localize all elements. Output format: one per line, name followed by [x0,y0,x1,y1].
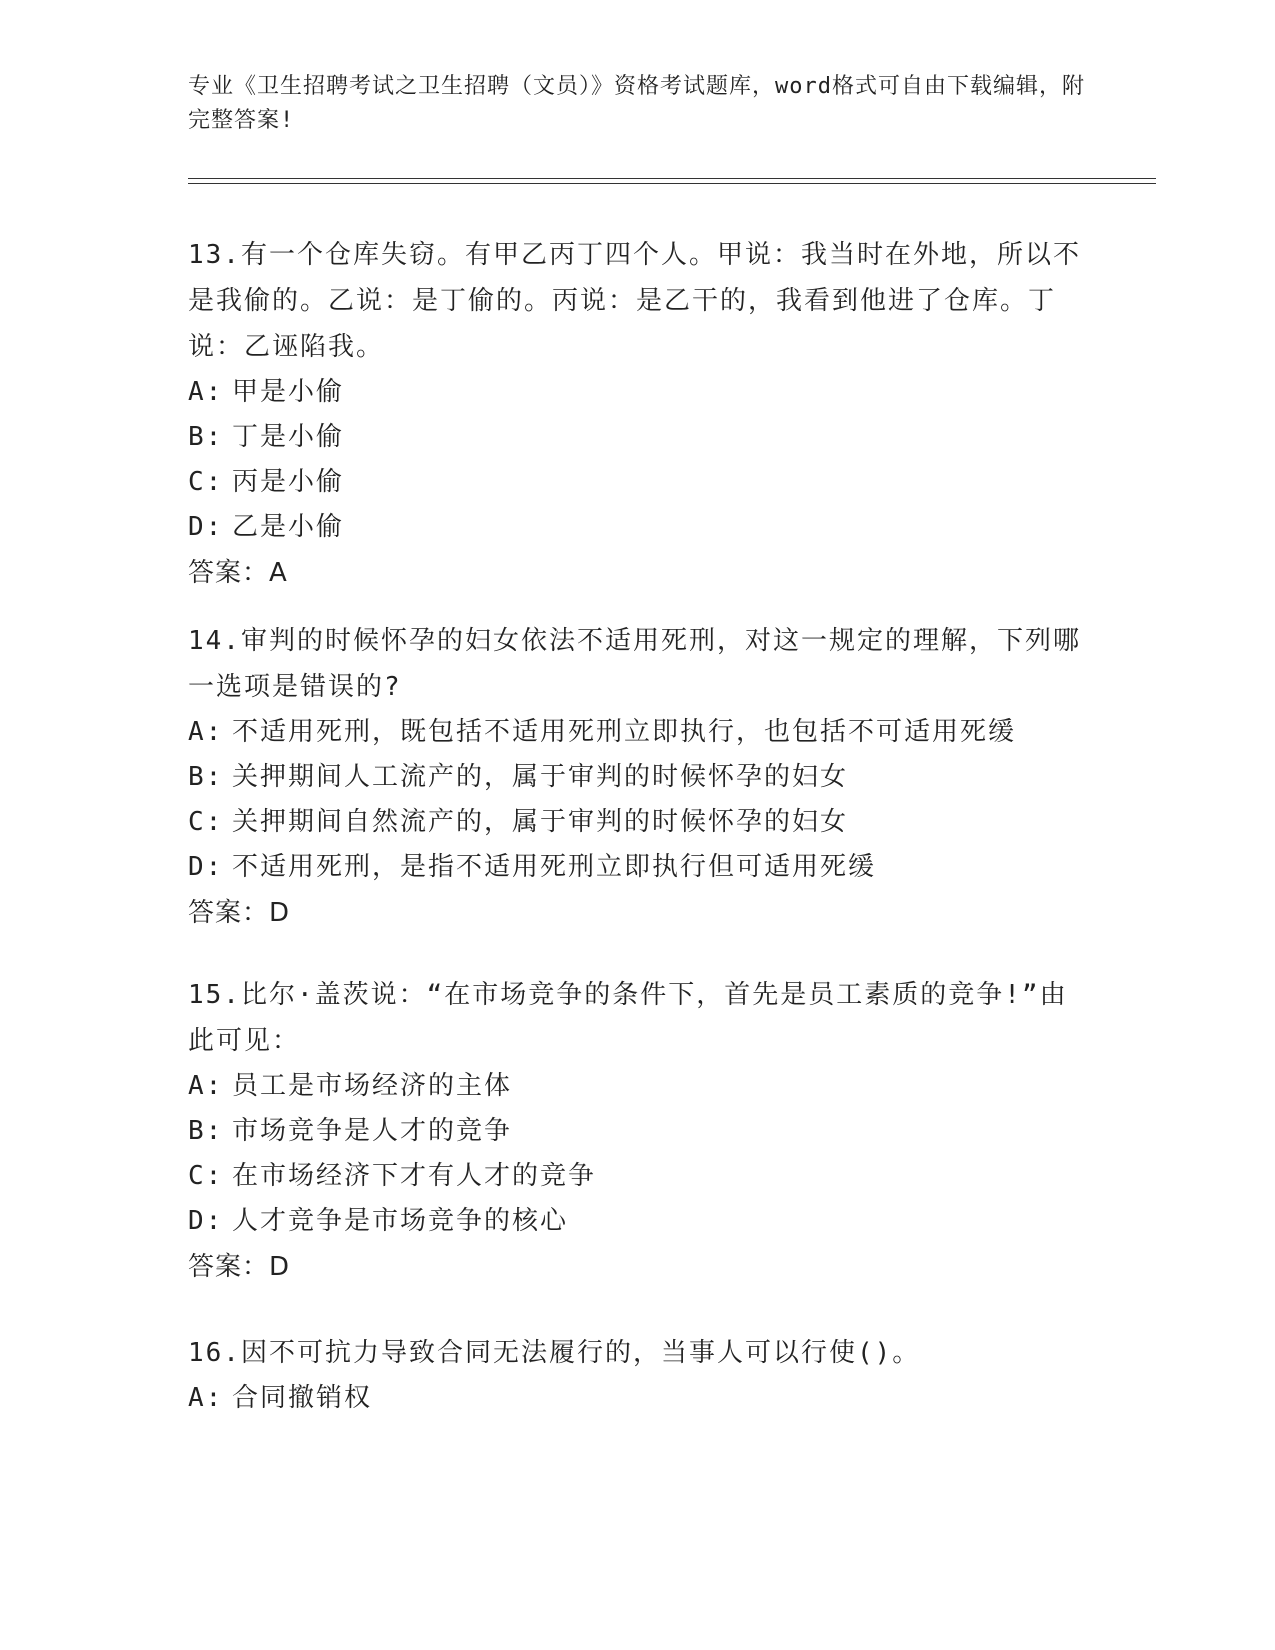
option-d: D: 人才竞争是市场竞争的核心 [188,1206,569,1236]
option-c: C: 关押期间自然流产的，属于审判的时候怀孕的妇女 [188,807,849,837]
option-c: C: 丙是小偷 [188,467,345,497]
header-double-rule [188,178,1156,184]
answer: 答案：D [188,1252,291,1282]
question-stem: 13.有一个仓库失窃。有甲乙丙丁四个人。甲说：我当时在外地，所以不是我偷的。乙说：是丁偷的。丙说：是乙干的，我看到他进了仓库。丁说：乙诬陷我。 [188,240,1081,362]
answer: 答案：D [188,898,291,928]
question-15 [188,972,1088,1290]
option-b: B: 丁是小偷 [188,422,345,452]
header-intro-text: 专业《卫生招聘考试之卫生招聘（文员）》资格考试题库，word格式可自由下载编辑，附完整答案! [188,74,1085,133]
option-d: D: 不适用死刑，是指不适用死刑立即执行但可适用死缓 [188,852,877,882]
question-stem: 15.比尔·盖茨说：“在市场竞争的条件下，首先是员工素质的竞争!”由此可见： [188,980,1068,1056]
question-13 [188,232,1088,596]
option-b: B: 市场竞争是人才的竞争 [188,1116,513,1146]
question-stem: 16.因不可抗力导致合同无法履行的，当事人可以行使()。 [188,1338,921,1368]
option-a: A: 不适用死刑，既包括不适用死刑立即执行，也包括不可适用死缓 [188,717,1017,747]
question-16 [188,1330,1088,1421]
document-header [188,70,1088,138]
option-a: A: 合同撤销权 [188,1383,373,1413]
option-a: A: 甲是小偷 [188,377,345,407]
option-b: B: 关押期间人工流产的，属于审判的时候怀孕的妇女 [188,762,849,792]
question-14 [188,618,1088,936]
option-d: D: 乙是小偷 [188,512,345,542]
answer: 答案：A [188,558,288,588]
question-stem: 14.审判的时候怀孕的妇女依法不适用死刑，对这一规定的理解，下列哪一选项是错误的? [188,626,1081,702]
option-c: C: 在市场经济下才有人才的竞争 [188,1161,597,1191]
option-a: A: 员工是市场经济的主体 [188,1071,513,1101]
